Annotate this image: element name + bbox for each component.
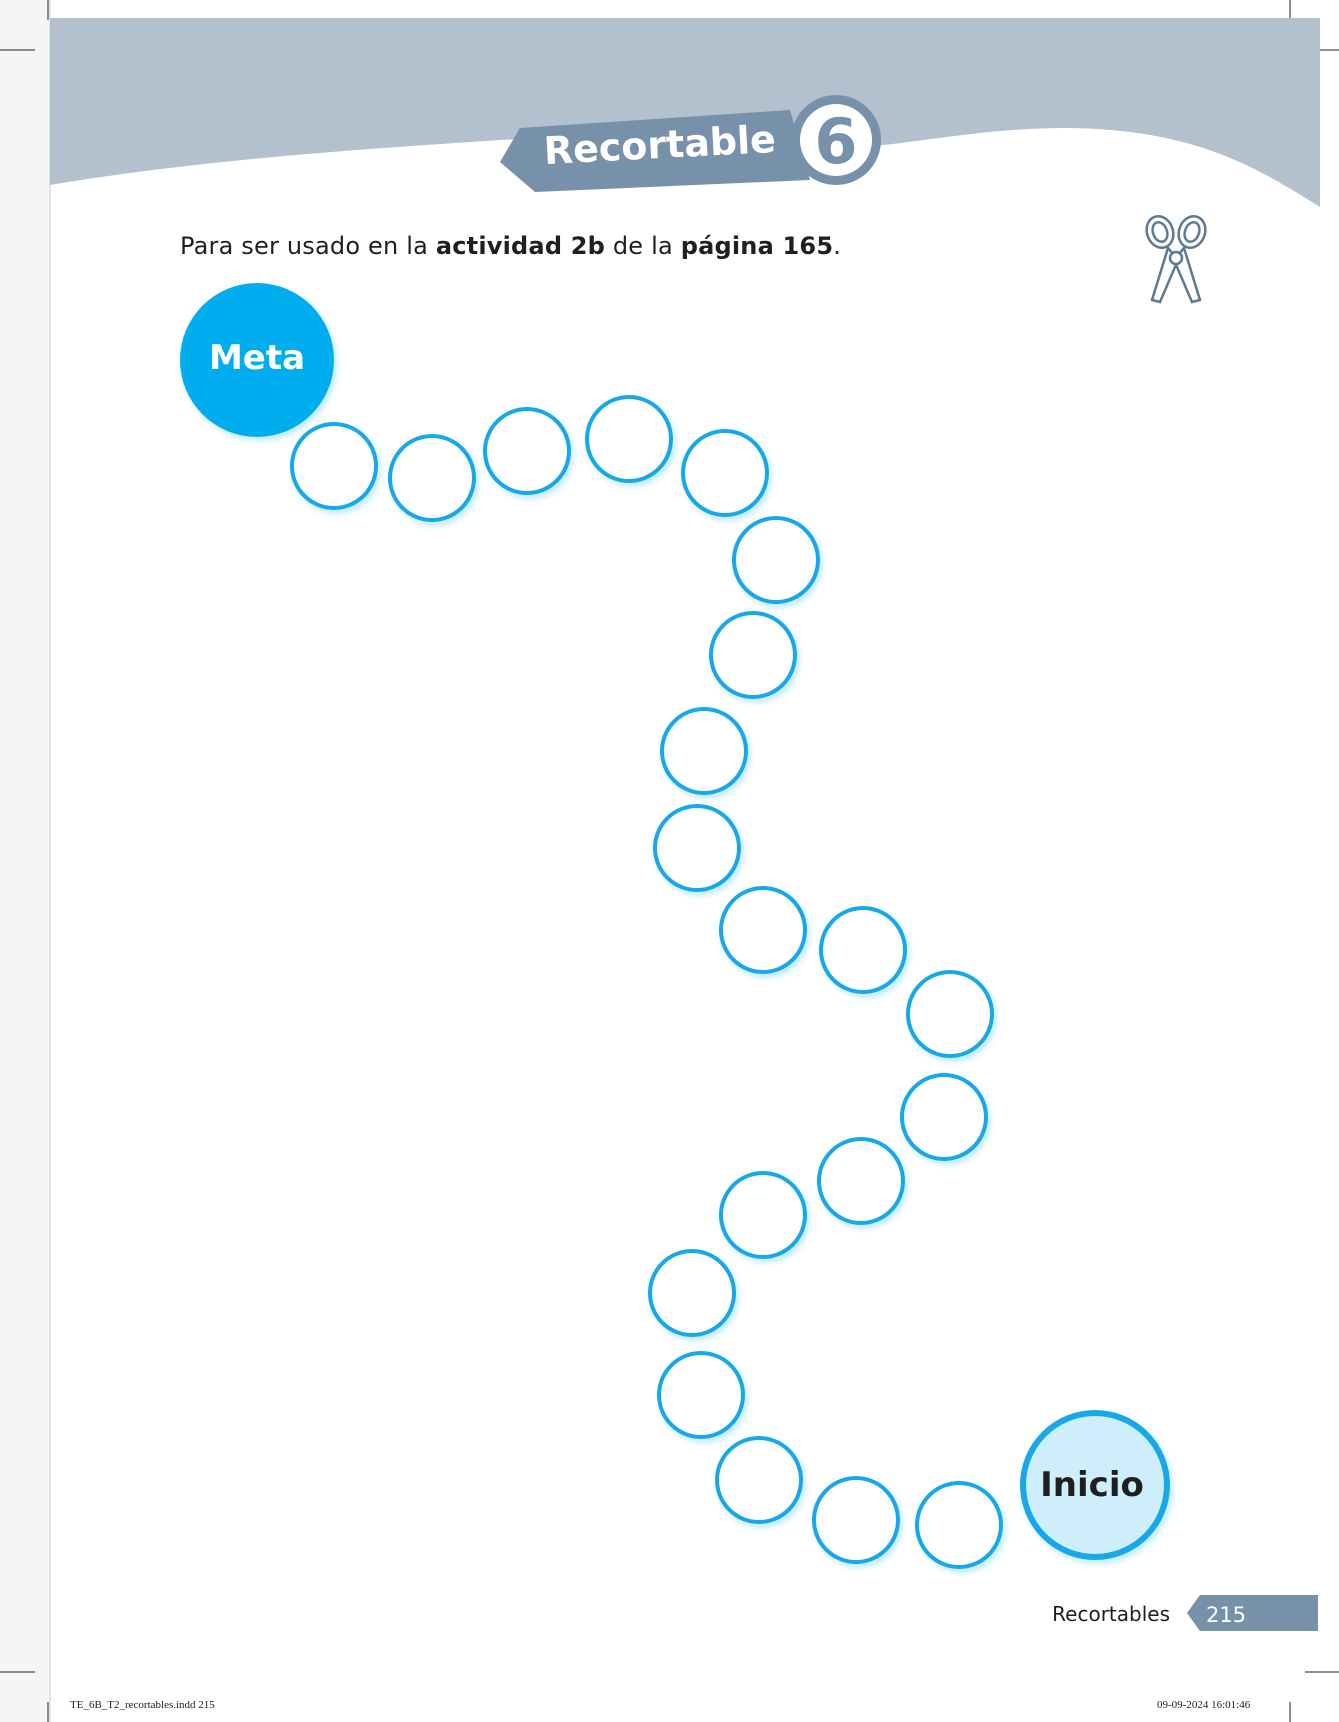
- activity-reference: actividad 2b: [435, 232, 606, 260]
- start-label: Inicio: [1040, 1465, 1144, 1505]
- board-space: [659, 1353, 743, 1437]
- goal-label: Meta: [208, 338, 306, 378]
- page-number: 215: [1205, 1603, 1247, 1627]
- board-space: [734, 518, 818, 602]
- goal-circle: [180, 283, 334, 437]
- print-file-info: TE_6B_T2_recortables.indd 215: [70, 1699, 215, 1711]
- board-space: [711, 613, 795, 697]
- board-space: [655, 806, 739, 890]
- start-circle: [1023, 1413, 1167, 1557]
- board-space: [917, 1483, 1001, 1567]
- board-space: [721, 1173, 805, 1257]
- board-space: [821, 908, 905, 992]
- scissors-icon: [1142, 213, 1209, 302]
- board-space: [587, 397, 671, 481]
- footer-section-label: Recortables: [1052, 1602, 1170, 1626]
- board-space: [485, 409, 569, 493]
- instruction-suffix: .: [833, 232, 842, 260]
- board-path: [292, 397, 1001, 1567]
- page-reference: página 165: [680, 232, 834, 260]
- badge-number: 6: [814, 105, 858, 178]
- board-space: [683, 431, 767, 515]
- board-space: [721, 888, 805, 972]
- board-space: [819, 1139, 903, 1223]
- board-space: [902, 1075, 986, 1159]
- instruction-text: [180, 232, 841, 260]
- board-space: [814, 1478, 898, 1562]
- badge-label: Recortable: [542, 116, 777, 174]
- page-footer: [1052, 1595, 1318, 1631]
- game-board: [180, 283, 1167, 1567]
- instruction-middle: de la: [605, 232, 681, 260]
- board-space: [662, 709, 746, 793]
- page-left-gutter: [0, 0, 50, 1722]
- print-timestamp: 09-09-2024 16:01:46: [1157, 1699, 1251, 1711]
- board-space: [650, 1251, 734, 1335]
- board-space: [390, 436, 474, 520]
- board-space: [292, 424, 376, 508]
- board-space: [717, 1438, 801, 1522]
- instruction-prefix: Para ser usado en la: [180, 232, 436, 260]
- board-space: [908, 972, 992, 1056]
